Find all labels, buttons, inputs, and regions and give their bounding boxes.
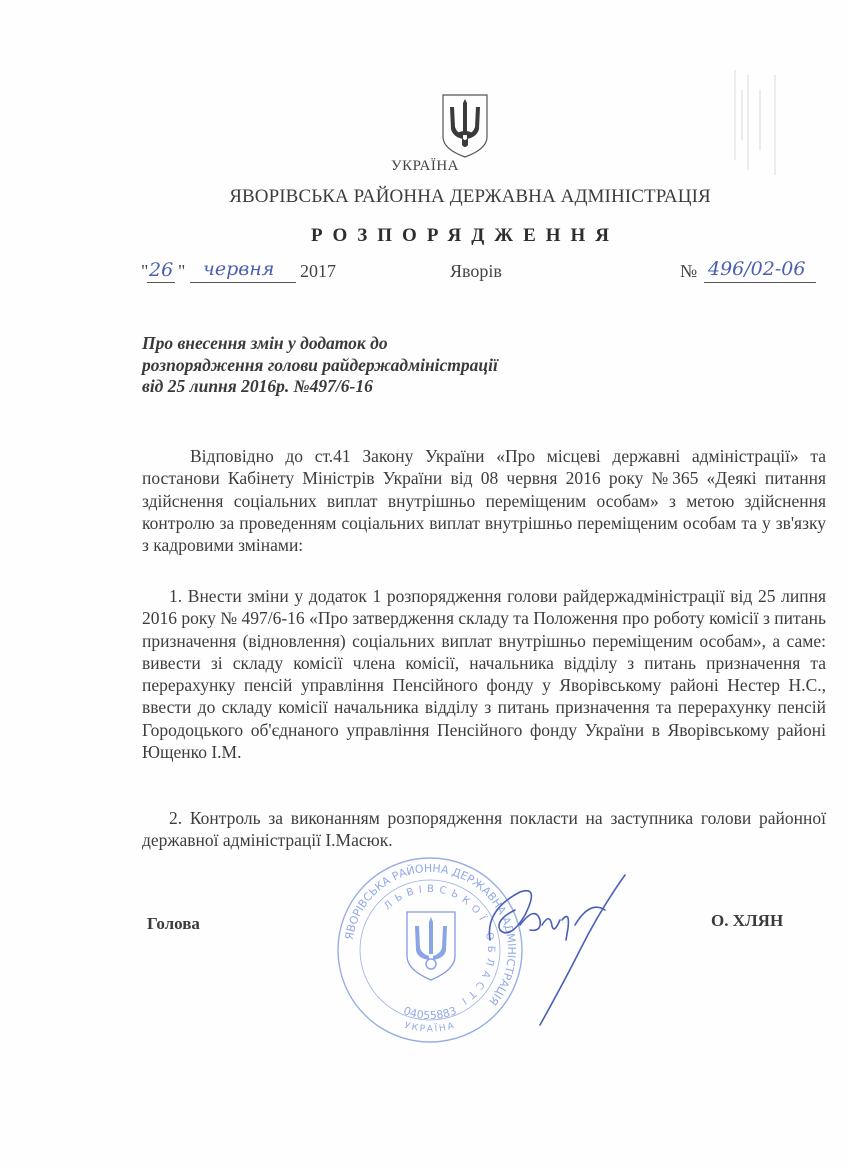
subject-line: розпорядження голови райдержадміністрації: [142, 354, 498, 375]
trident-coat-of-arms-icon: [440, 93, 490, 159]
document-type-title: РОЗПОРЯДЖЕННЯ: [310, 225, 620, 246]
subject-heading: [142, 333, 498, 398]
subject-line: Про внесення змін у додаток до: [142, 333, 388, 353]
preamble-paragraph: Відповідно до ст.41 Закону України «Про місцеві державні адміністрації» та постанови Кабінету Міністрів України від 08 червня 2016 року №365 «Деякі питання здійснення соціальних виплат внутрішньо переміщеним особам» з метою здійснення контролю за проведенням соціальних виплат внутрішньо переміщеним особам та у зв'язку з кадровими змінами:: [142, 446, 826, 556]
number-label: №: [680, 261, 698, 281]
quote-open: ": [141, 261, 149, 281]
signatory-name: О. ХЛЯН: [711, 911, 784, 930]
seal-outer-text: ЯВОРІВСЬКА РАЙОННА ДЕРЖАВНА АДМІНІСТРАЦІЯ: [342, 861, 519, 1008]
signatory-position: Голова: [147, 914, 200, 933]
seal-inner-text: ЛЬВІВСЬКОЇ ОБЛАСТІ: [382, 883, 497, 1009]
day-handwritten: 26: [149, 259, 174, 281]
seal-trident-icon: [407, 912, 455, 980]
item-paragraph-1: 1. Внести зміни у додаток 1 розпорядження голови райдержадміністрації від 25 липня 2016 року № 497/6-16 «Про затвердження складу та Положення про роботу комісії з питань призначення (відновлення) соціальних виплат внутрішньо переміщеним особам», а саме: вивести зі складу комісії члена комісії, начальника відділу з питань призначення та перерахунку пенсій управління Пенсійного фонду у Яворівському районі Нестер Н.С., ввести до складу комісії начальника відділу з питань призначення та перерахунку пенсій Городоцького об'єднаного управління Пенсійного фонду України в Яворівському районі Ющенко І.М.: [142, 586, 826, 763]
number-handwritten: 496/02-06: [708, 258, 806, 280]
year: 2017: [300, 261, 336, 281]
dateline: [0, 258, 850, 288]
month-handwritten: червня: [203, 258, 275, 280]
place: Яворів: [450, 261, 502, 281]
quote-close: ": [178, 261, 186, 281]
country-name: УКРАЇНА: [390, 158, 460, 174]
seal-bottom-text: УКРАЇНА: [403, 1020, 457, 1035]
item-paragraph-2: 2. Контроль за виконанням розпорядження покласти на заступника голови районної державної адміністрації І.Масюк.: [142, 808, 826, 851]
subject-line: від 25 липня 2016р. №497/6-16: [142, 376, 373, 396]
handwritten-signature: [480, 870, 630, 1030]
organization-name: ЯВОРІВСЬКА РАЙОННА ДЕРЖАВНА АДМІНІСТРАЦІЯ: [229, 186, 711, 207]
seal-code: 04055883: [401, 1004, 459, 1023]
